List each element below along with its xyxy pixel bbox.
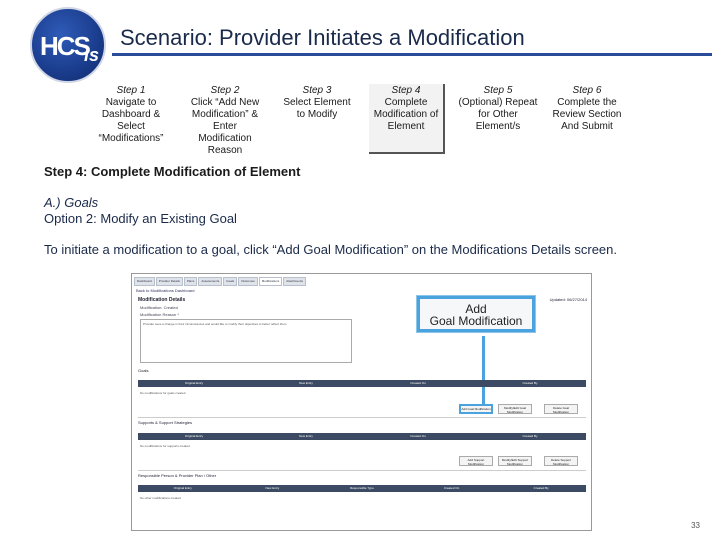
goals-grid-header <box>138 380 586 387</box>
supports-empty-note: No modifications for supports created <box>140 444 190 448</box>
page-number: 33 <box>691 521 700 530</box>
step-1-label: Step 1 <box>116 85 146 96</box>
section-divider <box>138 470 586 471</box>
col-original-entry: Original Entry <box>184 381 204 385</box>
col-created-on: Created On <box>443 486 460 490</box>
tab-outcomes[interactable]: Outcomes <box>238 277 258 286</box>
goal-option: Option 2: Modify an Existing Goal <box>44 211 237 226</box>
callout-line-1: Add <box>465 302 487 316</box>
step-6-text: Complete the Review Section And Submit <box>552 97 622 132</box>
step-4-label: Step 4 <box>391 85 421 96</box>
step-2-text: Click “Add New Modification” & Enter Modification Reason <box>190 97 260 156</box>
col-created-by: Created By <box>522 434 538 438</box>
supports-section-header[interactable]: Supports & Support Strategies <box>138 420 193 425</box>
modification-details-title: Modification Details <box>138 297 186 303</box>
goals-heading: A.) Goals <box>44 195 99 210</box>
breadcrumb[interactable]: Back to Modifications Dashboard <box>136 288 195 293</box>
delete-support-modification-button[interactable]: Delete Support Modification <box>544 456 578 466</box>
tab-attachments[interactable]: Attachments <box>283 277 306 286</box>
callout-connector <box>482 336 485 404</box>
tab-provider-details[interactable]: Provider Details <box>156 277 183 286</box>
step-5 <box>458 84 538 154</box>
section-divider <box>138 417 586 418</box>
logo-main-text: HCS <box>40 31 89 61</box>
step-2 <box>186 84 264 154</box>
supports-grid-header <box>138 433 586 440</box>
col-created-on: Created On <box>410 381 426 385</box>
step-2-label: Step 2 <box>210 85 240 96</box>
step-1-text: Navigate to Dashboard & Select “Modifications” <box>98 97 164 144</box>
callout-line-2: Goal Modification <box>429 314 523 328</box>
col-created-on: Created On <box>410 434 426 438</box>
delete-goal-modification-button[interactable]: Delete Goal Modification <box>544 404 578 414</box>
step-6 <box>550 84 624 154</box>
col-original-entry: Original Entry <box>173 486 192 490</box>
step-4 <box>369 84 445 154</box>
add-goal-modification-callout[interactable] <box>417 296 535 332</box>
step-4-text: Complete Modification of Element <box>373 97 439 132</box>
goals-empty-note: No modifications for goals created <box>140 391 186 395</box>
screenshot-tab-bar <box>134 277 306 286</box>
logo-sub-text: is <box>84 45 100 65</box>
tab-assessments[interactable]: Assessments <box>198 277 222 286</box>
goals-section-header[interactable]: Goals <box>138 368 149 373</box>
responsible-grid-header <box>138 485 586 492</box>
tab-dashboard[interactable]: Dashboard <box>134 277 155 286</box>
updated-date: Updated: 06/27/2014 <box>549 297 587 302</box>
add-support-modification-button[interactable]: Add Support Modification <box>459 456 493 466</box>
col-created-by: Created By <box>533 486 549 490</box>
hcsis-logo <box>30 7 106 83</box>
col-responsible-type: Responsible Type <box>350 486 374 490</box>
add-goal-modification-button[interactable]: Add Goal Modification <box>459 404 493 414</box>
step-3-text: Select Element to Modify <box>283 97 351 120</box>
tab-goals[interactable]: Goals <box>223 277 237 286</box>
col-new-entry: New Entry <box>265 486 280 490</box>
col-new-entry: New Entry <box>299 434 313 438</box>
page-title: Scenario: Provider Initiates a Modification <box>120 25 525 50</box>
modify-goal-modification-button[interactable]: Modify/Edit Goal Modification <box>498 404 532 414</box>
step-1 <box>96 84 166 154</box>
section-title: Step 4: Complete Modification of Element <box>44 164 301 179</box>
step-3-label: Step 3 <box>302 85 332 96</box>
responsible-empty-note: No other modifications created <box>140 496 181 500</box>
instruction-text: To initiate a modification to a goal, click “Add Goal Modification” on the Modifications Details screen. <box>44 242 618 257</box>
reason-label: Modification Reason * <box>140 312 179 317</box>
col-original-entry: Original Entry <box>184 434 204 438</box>
col-created-by: Created By <box>522 381 538 385</box>
col-new-entry: New Entry <box>299 381 313 385</box>
title-rule <box>112 53 712 56</box>
modification-details-screenshot <box>131 273 592 531</box>
step-5-label: Step 5 <box>483 85 513 96</box>
responsible-section-header[interactable]: Responsible Person & Provider Plan / Other <box>138 473 217 478</box>
reason-textarea[interactable]: Provider sees a change in their circumstances and would like to modify their objectives to better reflect them. <box>140 319 352 363</box>
step-3 <box>281 84 353 154</box>
modify-support-modification-button[interactable]: Modify/Edit Support Modification <box>498 456 532 466</box>
step-5-text: (Optional) Repeat for Other Element/s <box>458 97 538 132</box>
modification-status: Modification: Created <box>140 305 178 310</box>
tab-plans[interactable]: Plans <box>184 277 198 286</box>
step-6-label: Step 6 <box>572 85 602 96</box>
tab-modifications[interactable]: Modifications <box>259 277 283 286</box>
